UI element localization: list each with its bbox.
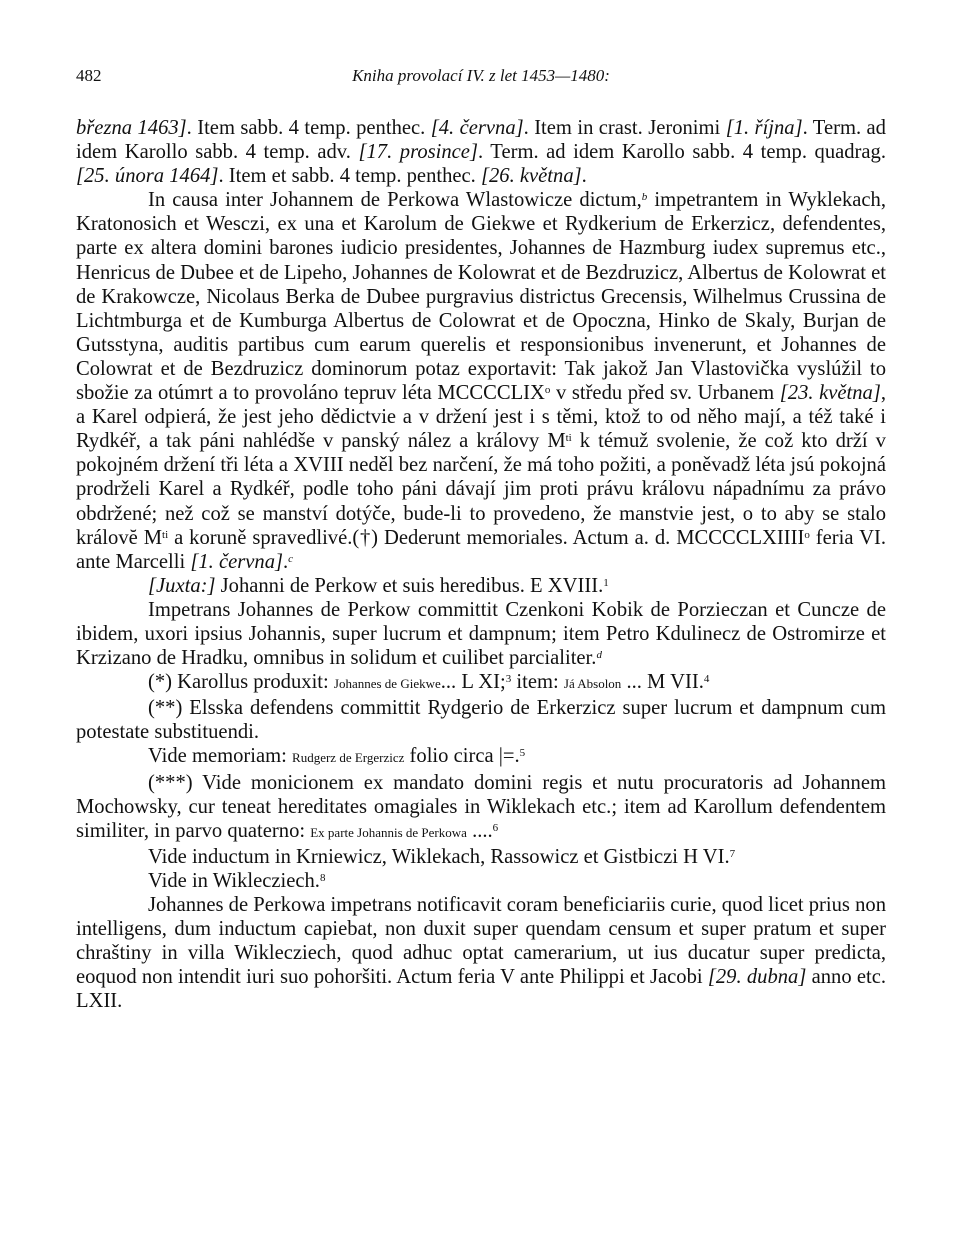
footnote-marker: 8 bbox=[319, 871, 326, 884]
small-text: Ex parte Johannis de Perkowa bbox=[310, 824, 467, 840]
paragraph-continuation bbox=[76, 116, 886, 188]
text-run: . Item in crast. Jeronimi bbox=[523, 117, 726, 139]
paragraph-notificavit bbox=[76, 893, 886, 1013]
text-run: folio circa bbox=[404, 745, 499, 768]
date-note: [1. října] bbox=[725, 117, 803, 139]
page-number: 482 bbox=[76, 66, 102, 85]
text-run: Johanni de Perkow et suis heredibus. E XVIII. bbox=[215, 574, 604, 597]
text-run: . Item sabb. 4 temp. penthec. bbox=[186, 117, 431, 139]
text-run: item: bbox=[511, 671, 564, 694]
text-run: v středu před sv. Urbanem bbox=[550, 382, 780, 405]
paragraph-causa bbox=[76, 188, 886, 574]
superscript: ti bbox=[162, 528, 169, 541]
text-run: . bbox=[581, 165, 587, 188]
text-run: Impetrans Johannes de Perkow committit Czenkoni Kobik de Porzieczan et Cuncze de ibidem, uxori ipsius Johannis, super lucrum et dampnum; item Petro Kdulinecz de Ostromirze et Krzizano de Hradku, omnibus in solidum et cuilibet parcialiter. bbox=[76, 598, 886, 670]
text-run: . Term. ad idem Karollo sabb. 4 temp. adv. bbox=[76, 117, 886, 164]
text-run: . bbox=[514, 745, 520, 768]
folio-symbol: |= bbox=[498, 745, 515, 768]
text-run: . Term. ad idem Karollo sabb. 4 temp. quadrag. bbox=[477, 141, 886, 164]
text-run: .... bbox=[466, 819, 493, 842]
paragraph-vide-inductum bbox=[76, 845, 886, 869]
paragraph-vide-wiklek bbox=[76, 869, 886, 893]
footnote-marker: d bbox=[596, 649, 602, 662]
date-note: [23. května] bbox=[779, 382, 881, 405]
text-run: . bbox=[283, 550, 289, 573]
text-run: (***) Vide monicionem ex mandato domini regis et nutu procuratoris ad Johannem Mochowsky, cur teneat hereditates omagiales in Wiklekach etc.; item ad Karollum defendentem similiter, in parvo quaterno: bbox=[76, 771, 886, 842]
paragraph-juxta bbox=[76, 574, 886, 598]
text-run: k témuž svolenie, že což kto drží v pokojném držení tři léta a XVIII neděl bez narčení, že má toho požiti, a poněvadž léta jsú pokojná prodrželi Karel a Rydkéř, podle toho páni dávají jim proti právu královu nápadnímu za právo obdržené; než což se manství dotýče, bude-li to provedeno, že manstvie jest, o to aby se stalo královĕ M bbox=[76, 430, 886, 549]
footnote-marker: 5 bbox=[519, 747, 526, 760]
date-note: [1. června] bbox=[190, 550, 284, 573]
footnote-marker: 4 bbox=[703, 673, 710, 686]
date-note: [17. prosince] bbox=[358, 141, 478, 164]
text-run: impetrantem in Wyklekach, Kratonosich et Wesczi, ex una et Karolum de Giekwe et Rydkerium de Erkerzicz, defendentes, parte ex altera domini barones iudicio presidentes, Johannes de Hazmburg iudex supremus etc., Henricus de Dubee et de Lipeho, Johannes de Kolowrat et de Bezdruzicz, Albertus de Kolowrat et de Krakowcze, Nicolaus Berka de Dubee purgravius districtus Grecensis, Wilhelmus Crussina de Lichtmburga et de Kumburga Albertus de Colowrat et de Opoczna, Hinko de Skaly, Burjan de Gutsstyna, auditis partibus cum earum querelis et responsionibus invenerunt, et Johannes de Colowrat et de Bezdruzicz dominorum potaz exportavit: Tak jakož Jan Vlastovička vyslúžil to sbožie za otúmrt a to provoláno tepruv léta MCCCCLIX bbox=[76, 189, 886, 405]
page-body bbox=[76, 116, 886, 1013]
footnote-marker: 3 bbox=[505, 673, 512, 686]
footnote-marker: 7 bbox=[729, 847, 736, 860]
superscript: o bbox=[544, 384, 551, 397]
text-run: (*) Karollus produxit: bbox=[148, 671, 334, 694]
text-run: feria VI. ante Marcelli bbox=[76, 526, 886, 573]
text-run: . Item et sabb. 4 temp. penthec. bbox=[218, 165, 481, 188]
date-note: [26. května] bbox=[480, 165, 582, 188]
text-run: In causa inter Johannem de Perkowa Wlastowicze dictum, bbox=[148, 189, 642, 212]
text-run: Johannes de Perkowa impetrans notificavit coram beneficiariis curie, quod licet prius non intelligens, dum inductum capiebat, non duxit super quendam censum et super pratum et super chraštiny in villa Wikleczіech, quod adhuc optat camerarium, ut ius ducatur super predicta, eoquod non intendit iuri suo pohoršiti. Actum feria V ante Philippi et Jacobi bbox=[76, 894, 886, 989]
footnote-marker: 1 bbox=[603, 576, 609, 589]
superscript: o bbox=[804, 528, 810, 541]
small-text: Já Absolon bbox=[563, 676, 622, 692]
date-note: [25. února 1464] bbox=[76, 165, 219, 188]
text-run: a koruně spravedlivé.(†) Dederunt memoriales. Actum a. d. MCCCCLXIIII bbox=[168, 526, 805, 549]
text-run: Vide in Wikleczіech. bbox=[148, 869, 320, 892]
juxta-label: [Juxta:] bbox=[148, 574, 216, 597]
paragraph-monicio bbox=[76, 771, 886, 845]
text-run: ... L XI; bbox=[440, 671, 506, 694]
superscript: ti bbox=[565, 432, 572, 445]
footnote-marker: 6 bbox=[492, 821, 499, 834]
date-note: března 1463] bbox=[76, 117, 187, 139]
date-note: [4. června] bbox=[430, 117, 524, 139]
text-run: , a Karel odpierá, že jest jeho dědictvie a v držení jest i s těmi, ktož to od něho mají, a též také i Rydkéř, a tak páni nahlédše v panský nález a královy M bbox=[76, 382, 886, 453]
footnote-marker: c bbox=[288, 552, 294, 565]
text-run: Vide inductum in Krniewicz, Wiklekach, Rassowicz et Gistbiczi H VI. bbox=[148, 845, 730, 868]
text-run: Vide memoriam: bbox=[148, 745, 293, 768]
small-text: Rudgerz de Ergerzicz bbox=[292, 750, 405, 766]
small-text: Johannes de Giekwe bbox=[333, 676, 441, 692]
paragraph-elsska bbox=[76, 696, 886, 744]
page-header bbox=[76, 66, 886, 90]
paragraph-impetrans bbox=[76, 598, 886, 670]
text-run: ... M VII. bbox=[621, 671, 704, 694]
paragraph-vide-memoriam bbox=[76, 744, 886, 770]
date-note: [29. dubna] bbox=[707, 966, 807, 989]
text-run: anno etc. LXII. bbox=[76, 966, 887, 1013]
text-run: (**) Elsska defendens committit Rydgerio de Erkerzicz super lucrum et dampnum cum potestate substituendi. bbox=[76, 697, 886, 744]
paragraph-karollus bbox=[76, 670, 886, 696]
running-title: Kniha provolací IV. z let 1453—1480: bbox=[352, 66, 610, 85]
footnote-marker: b bbox=[641, 191, 648, 204]
